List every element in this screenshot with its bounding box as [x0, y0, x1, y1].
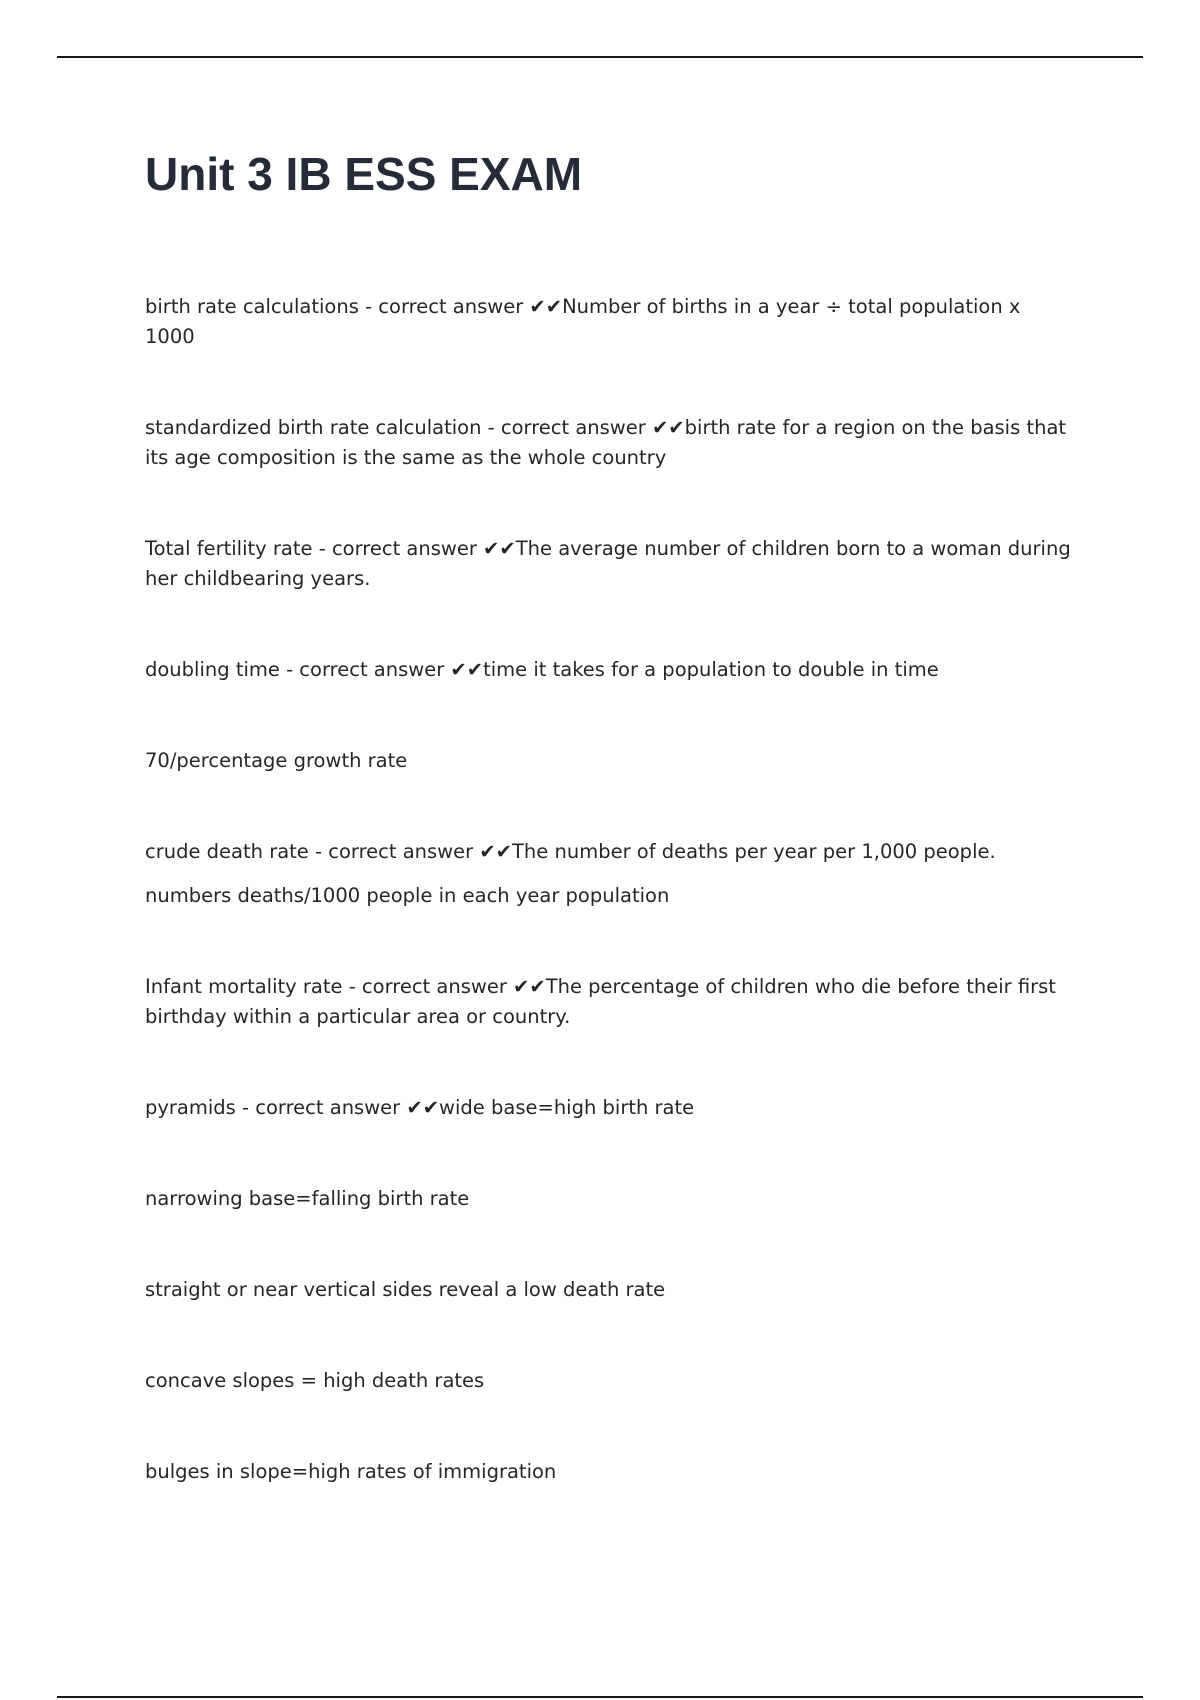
paragraph-narrowing-base: narrowing base=falling birth rate [145, 1187, 470, 1210]
paragraph-pyramids: pyramids - correct answer ✔✔wide base=high birth rate [145, 1096, 695, 1119]
paragraph-bulges-in-slope: bulges in slope=high rates of immigration [145, 1460, 557, 1483]
paragraph-infant-mortality-rate: Infant mortality rate - correct answer ✔✔The percentage of children who die before their first birthday within a particular area or country. [145, 975, 1056, 1028]
paragraph-standardized-birth-rate: standardized birth rate calculation - correct answer ✔✔birth rate for a region on the basis that its age composition is the same as the whole country [145, 416, 1067, 469]
bottom-rule [57, 1696, 1143, 1698]
paragraph-death-rate-formula: numbers deaths/1000 people in each year population [145, 884, 670, 907]
top-rule [57, 56, 1143, 58]
paragraph-growth-rate-formula: 70/percentage growth rate [145, 749, 408, 772]
paragraph-total-fertility-rate: Total fertility rate - correct answer ✔✔The average number of children born to a woman during her childbearing years. [145, 537, 1071, 590]
paragraph-birth-rate-calculations: birth rate calculations - correct answer ✔✔Number of births in a year ÷ total population x 1000 [145, 295, 1021, 348]
document-title: Unit 3 IB ESS EXAM [145, 148, 583, 200]
paragraph-concave-slopes: concave slopes = high death rates [145, 1369, 485, 1392]
paragraph-crude-death-rate: crude death rate - correct answer ✔✔The number of deaths per year per 1,000 people. [145, 840, 996, 863]
paragraph-doubling-time: doubling time - correct answer ✔✔time it takes for a population to double in time [145, 658, 939, 681]
document-body [145, 292, 1075, 1487]
paragraph-vertical-sides: straight or near vertical sides reveal a low death rate [145, 1278, 666, 1301]
